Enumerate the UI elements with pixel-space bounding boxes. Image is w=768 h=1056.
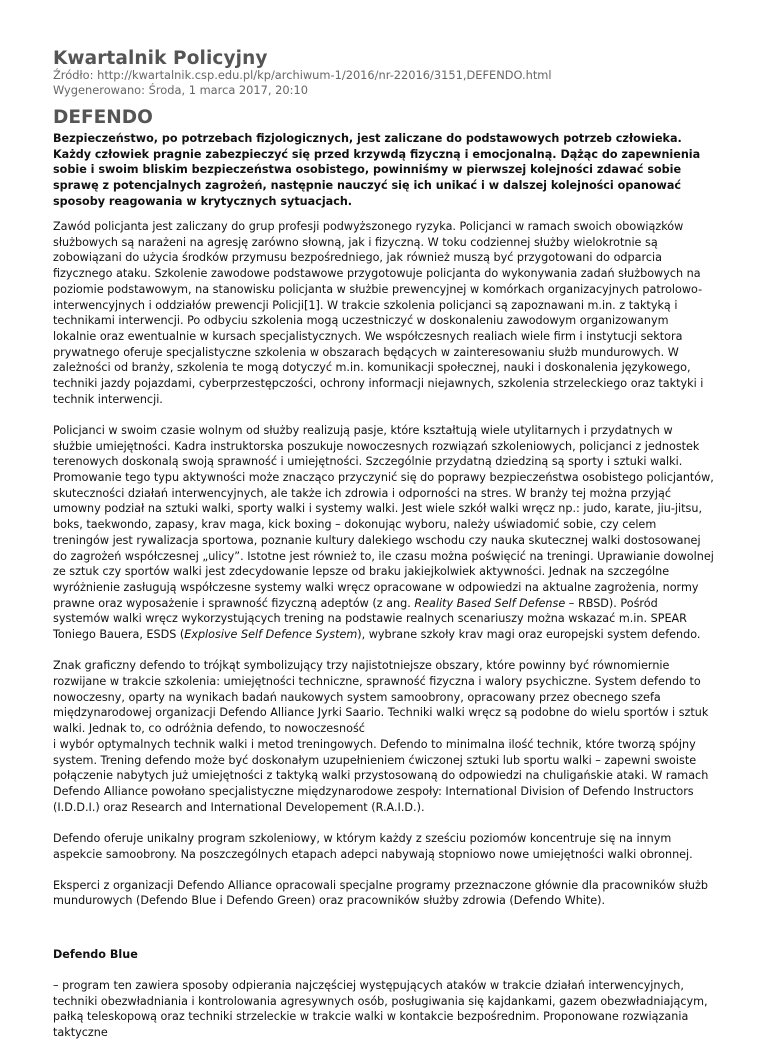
paragraph-4: Defendo oferuje unikalny program szkoleniowy, w którym każdy z sześciu poziomów koncentruje się na innym aspekcie samoobrony. Na poszczególnych etapach adepci nabywają stopniowo nowe umiejętności walki obronnej.	[53, 831, 693, 861]
paragraph-6: – program ten zawiera sposoby odpierania najczęściej występujących ataków w trakcie działań interwencyjnych, techniki obezwładniania i kontrolowania agresywnych osób, posługiwania się kajdankami, gazem obezwładniającym, pałką teleskopową oraz techniki strzeleckie w trakcie walki w kontakcie bezpośrednim. Proponowane rozwiązania taktyczne	[53, 978, 708, 1039]
paragraph-2-emphasis-1: Reality Based Self Defense	[414, 596, 566, 610]
paragraph-2	[53, 423, 715, 643]
section-spacer	[53, 925, 715, 947]
paragraph-2-emphasis-2: Explosive Self Defence System	[184, 628, 358, 642]
section-heading-defendo-blue: Defendo Blue	[53, 947, 138, 961]
generated-line: Wygenerowano: Środa, 1 marca 2017, 20:10	[53, 83, 308, 97]
paragraph-5: Eksperci z organizacji Defendo Alliance opracowali specjalne programy przeznaczone głównie dla pracowników służb mundurowych (Defendo Blue i Defendo Green) oraz pracowników służby zdrowia (Defendo White).	[53, 878, 708, 908]
paragraph-2-part-b: – RBSD). Pośród systemów walki wręcz wykorzystujących trening na podstawie realnych scenariuszy można wskazać m.in. SPEAR Toniego Bauera, ESDS (	[53, 596, 687, 642]
paragraph-2-part-c: ), wybrane szkoły krav magi oraz europejski system defendo.	[357, 628, 701, 642]
article-body	[53, 219, 715, 1056]
article-title: DEFENDO	[53, 107, 153, 128]
site-title: Kwartalnik Policyjny	[53, 48, 268, 69]
source-line: Źródło: http://kwartalnik.csp.edu.pl/kp/archiwum-1/2016/nr-22016/3151,DEFENDO.html	[53, 68, 552, 82]
paragraph-3-part-b: i wybór optymalnych technik walki i metod treningowych. Defendo to minimalna ilość technik, które tworzą spójny system. Trening defendo może być doskonałym uzupełnieniem ćwiczonej sztuki lub sportu walki – zapewni swoiste połączenie nabytych już umiejętności z taktyką walki przystosowaną do odpowiedzi na chuligańskie ataki. W ramach Defendo Alliance powołano specjalistyczne międzynarodowe zespoły: International Division of Defendo Instructors (I.D.D.I.) oraz Research and International Developement (R.A.I.D.).	[53, 737, 709, 814]
paragraph-1: Zawód policjanta jest zaliczany do grup profesji podwyższonego ryzyka. Policjanci w ramach swoich obowiązków służbowych są narażeni na agresję zarówno słowną, jak i fizyczną. W toku codziennej służby wielokrotnie są zobowiązani do użycia środków przymusu bezpośredniego, jak również muszą być przygotowani do odparcia fizycznego ataku. Szkolenie zawodowe podstawowe przygotowuje policjanta do wykonywania zadań służbowych na poziomie podstawowym, na stanowisku policjanta w służbie prewencyjnej w komórkach organizacyjnych patrolowo-interwencyjnych i oddziałów prewencji Policji[1]. W trakcie szkolenia policjanci są zapoznawani m.in. z taktyką i technikami interwencji. Po odbyciu szkolenia mogą uczestniczyć w doskonaleniu zawodowym organizowanym lokalnie oraz ewentualnie w kursach specjalistycznych. We współczesnych realiach wiele firm i instytucji sektora prywatnego oferuje specjalistyczne szkolenia w obszarach będących w zainteresowaniu służb mundurowych. W zależności od branży, szkolenia te mogą dotyczyć m.in. komunikacji społecznej, nauki i doskonalenia językowego, techniki jazdy pojazdami, cyberprzestępczości, ochrony informacji niejawnych, szkolenia strzeleckiego oraz taktyki i technik interwencji.	[53, 220, 704, 406]
paragraph-2-part-a: Policjanci w swoim czasie wolnym od służby realizują pasje, które kształtują wiele utylitarnych i przydatnych w służbie umiejętności. Kadra instruktorska poszukuje nowoczesnych rozwiązań szkoleniowych, policjanci z jednostek terenowych doskonalą swoją sprawność i umiejętności. Szczególnie przydatną dziedziną są sporty i sztuki walki. Promowanie tego typu aktywności może znacząco przyczynić się do poprawy bezpieczeństwa osobistego policjantów, skuteczności działań interwencyjnych, ale także ich zdrowia i odporności na stres. W branży tej można przyjąć umowny podział na sztuki walki, sporty walki i systemy walki. Jest wiele szkół walki wręcz np.: judo, karate, jiu-jitsu, boks, taekwondo, zapasy, krav maga, kick boxing – dokonując wyboru, należy uświadomić sobie, czy celem treningów jest rywalizacja sportowa, poznanie kultury dalekiego wschodu czy nauka skutecznej walki dostosowanej do zagrożeń współczesnej „ulicy”. Istotne jest również to, ile czasu można poświęcić na treningi. Uprawianie dowolnej ze sztuk czy sportów walki jest zdecydowanie lepsze od braku jakiejkolwiek aktywności. Jednak na szczególne wyróżnienie zasługują współczesne systemy walki wręcz opracowane w odpowiedzi na aktualne zagrożenia, normy prawne oraz wyposażenie i sprawność fizyczną adeptów (z ang.	[53, 423, 714, 610]
article-lead: Bezpieczeństwo, po potrzebach fizjologicznych, jest zaliczane do podstawowych potrzeb człowieka. Każdy człowiek pragnie zabezpieczyć się przed krzywdą fizyczną i emocjonalną. Dążąc do zapewnienia sobie i swoim bliskim bezpieczeństwa osobistego, powinniśmy w pierwszej kolejności zdawać sobie sprawę z potencjalnych zagrożeń, następnie nauczyć się ich unikać i w dalszej kolejności opanować sposoby reagowania w krytycznych sytuacjach.	[53, 132, 701, 208]
paragraph-3-part-a: Znak graficzny defendo to trójkąt symbolizujący trzy najistotniejsze obszary, które powinny być równomiernie rozwijane w trakcie szkolenia: umiejętności techniczne, sprawność fizyczna i walory psychiczne. System defendo to nowoczesny, oparty na wynikach badań naukowych system samoobrony, opracowany przez obecnego szefa międzynarodowej organizacji Defendo Alliance Jyrki Saario. Techniki walki wręcz są podobne do wielu sportów i sztuk walki. Jednak to, co odróżnia defendo, to nowoczesność	[53, 659, 709, 736]
